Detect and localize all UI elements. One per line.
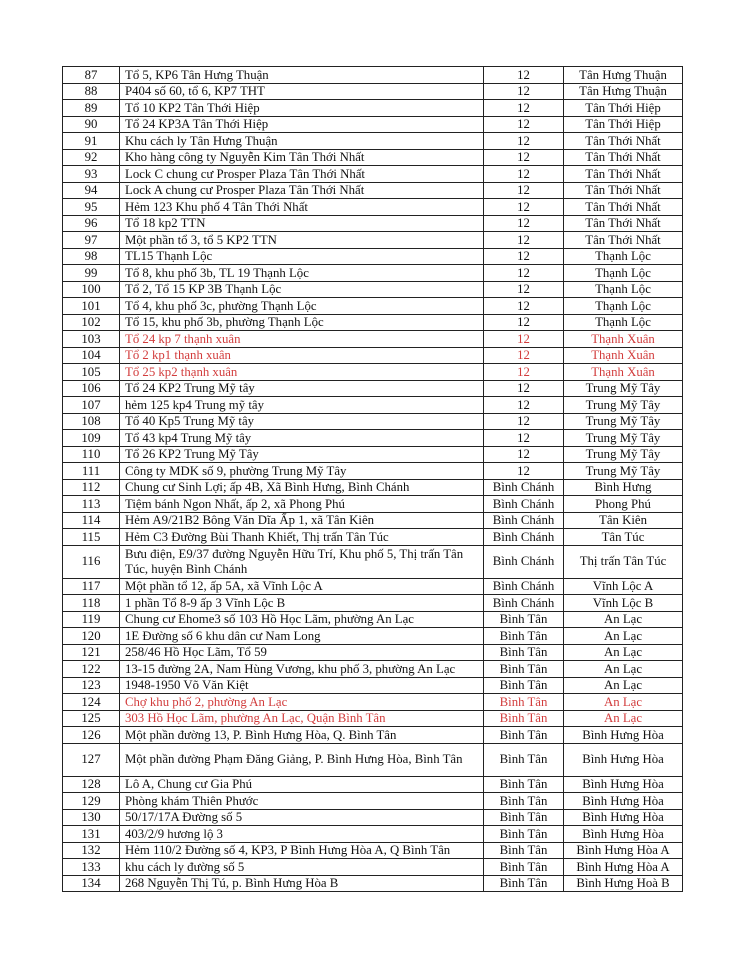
ward-cell: Tân Kiên bbox=[564, 512, 683, 529]
district-cell: 12 bbox=[484, 430, 564, 447]
address-cell: khu cách ly đường số 5 bbox=[120, 859, 484, 876]
table-row bbox=[63, 314, 683, 331]
address-cell: Tổ 15, khu phố 3b, phường Thạnh Lộc bbox=[120, 314, 484, 331]
row-number-cell: 109 bbox=[63, 430, 120, 447]
table-row bbox=[63, 446, 683, 463]
row-number-cell: 110 bbox=[63, 446, 120, 463]
address-cell: Tổ 4, khu phố 3c, phường Thạnh Lộc bbox=[120, 298, 484, 315]
address-cell: P404 số 60, tổ 6, KP7 THT bbox=[120, 83, 484, 100]
district-cell: 12 bbox=[484, 182, 564, 199]
row-number-cell: 112 bbox=[63, 479, 120, 496]
district-cell: Bình Tân bbox=[484, 776, 564, 793]
ward-cell: Bình Hưng Hòa bbox=[564, 826, 683, 843]
district-cell: Bình Tân bbox=[484, 611, 564, 628]
row-number-cell: 113 bbox=[63, 496, 120, 513]
ward-cell: Thạnh Xuân bbox=[564, 364, 683, 381]
row-number-cell: 120 bbox=[63, 628, 120, 645]
row-number-cell: 96 bbox=[63, 215, 120, 232]
table-row bbox=[63, 199, 683, 216]
ward-cell: Thạnh Lộc bbox=[564, 314, 683, 331]
row-number-cell: 90 bbox=[63, 116, 120, 133]
row-number-cell: 115 bbox=[63, 529, 120, 546]
table-row bbox=[63, 875, 683, 892]
district-cell: 12 bbox=[484, 215, 564, 232]
row-number-cell: 107 bbox=[63, 397, 120, 414]
row-number-cell: 92 bbox=[63, 149, 120, 166]
row-number-cell: 97 bbox=[63, 232, 120, 249]
ward-cell: Tân Thới Nhất bbox=[564, 199, 683, 216]
table-row bbox=[63, 859, 683, 876]
ward-cell: Tân Thới Nhất bbox=[564, 215, 683, 232]
address-cell: 1 phần Tổ 8-9 ấp 3 Vĩnh Lộc B bbox=[120, 595, 484, 612]
row-number-cell: 88 bbox=[63, 83, 120, 100]
row-number-cell: 130 bbox=[63, 809, 120, 826]
address-cell: 403/2/9 hương lộ 3 bbox=[120, 826, 484, 843]
ward-cell: Vĩnh Lộc A bbox=[564, 578, 683, 595]
district-cell: 12 bbox=[484, 331, 564, 348]
district-cell: 12 bbox=[484, 199, 564, 216]
table-row bbox=[63, 595, 683, 612]
ward-cell: Trung Mỹ Tây bbox=[564, 380, 683, 397]
address-cell: Tổ 43 kp4 Trung Mỹ tây bbox=[120, 430, 484, 447]
district-cell: 12 bbox=[484, 380, 564, 397]
ward-cell: Tân Túc bbox=[564, 529, 683, 546]
table-row bbox=[63, 133, 683, 150]
address-cell: Lock A chung cư Prosper Plaza Tân Thới Nhất bbox=[120, 182, 484, 199]
district-cell: 12 bbox=[484, 446, 564, 463]
address-cell: Tổ 8, khu phố 3b, TL 19 Thạnh Lộc bbox=[120, 265, 484, 282]
table-row bbox=[63, 743, 683, 776]
table-row bbox=[63, 826, 683, 843]
district-cell: Bình Chánh bbox=[484, 479, 564, 496]
ward-cell: Bình Hưng Hòa bbox=[564, 727, 683, 744]
district-cell: 12 bbox=[484, 149, 564, 166]
district-cell: Bình Tân bbox=[484, 859, 564, 876]
district-cell: 12 bbox=[484, 413, 564, 430]
table-row bbox=[63, 661, 683, 678]
row-number-cell: 102 bbox=[63, 314, 120, 331]
district-cell: Bình Chánh bbox=[484, 545, 564, 578]
row-number-cell: 105 bbox=[63, 364, 120, 381]
ward-cell: Bình Hưng Hoà B bbox=[564, 875, 683, 892]
row-number-cell: 129 bbox=[63, 793, 120, 810]
district-cell: 12 bbox=[484, 100, 564, 117]
address-cell: 50/17/17A Đường số 5 bbox=[120, 809, 484, 826]
ward-cell: Bình Hưng Hòa bbox=[564, 793, 683, 810]
row-number-cell: 118 bbox=[63, 595, 120, 612]
district-cell: Bình Tân bbox=[484, 661, 564, 678]
address-cell: 1E Đường số 6 khu dân cư Nam Long bbox=[120, 628, 484, 645]
table-row bbox=[63, 380, 683, 397]
district-cell: 12 bbox=[484, 364, 564, 381]
ward-cell: Tân Thới Hiệp bbox=[564, 100, 683, 117]
row-number-cell: 126 bbox=[63, 727, 120, 744]
row-number-cell: 101 bbox=[63, 298, 120, 315]
address-cell: 268 Nguyễn Thị Tú, p. Bình Hưng Hòa B bbox=[120, 875, 484, 892]
table-row bbox=[63, 793, 683, 810]
row-number-cell: 119 bbox=[63, 611, 120, 628]
ward-cell: An Lạc bbox=[564, 694, 683, 711]
ward-cell: Trung Mỹ Tây bbox=[564, 430, 683, 447]
ward-cell: An Lạc bbox=[564, 611, 683, 628]
address-cell: Một phần tổ 3, tổ 5 KP2 TTN bbox=[120, 232, 484, 249]
address-cell: Chợ khu phố 2, phường An Lạc bbox=[120, 694, 484, 711]
address-cell: hẻm 125 kp4 Trung mỹ tây bbox=[120, 397, 484, 414]
district-cell: 12 bbox=[484, 347, 564, 364]
table-row bbox=[63, 529, 683, 546]
row-number-cell: 133 bbox=[63, 859, 120, 876]
district-cell: 12 bbox=[484, 463, 564, 480]
table-row bbox=[63, 628, 683, 645]
address-cell: Hẻm C3 Đường Bùi Thanh Khiết, Thị trấn Tân Túc bbox=[120, 529, 484, 546]
ward-cell: Thạnh Lộc bbox=[564, 248, 683, 265]
table-row bbox=[63, 166, 683, 183]
ward-cell: Trung Mỹ Tây bbox=[564, 397, 683, 414]
address-cell: 1948-1950 Võ Văn Kiệt bbox=[120, 677, 484, 694]
address-cell: 303 Hồ Học Lãm, phường An Lạc, Quận Bình Tân bbox=[120, 710, 484, 727]
ward-cell: Bình Hưng Hòa A bbox=[564, 859, 683, 876]
row-number-cell: 131 bbox=[63, 826, 120, 843]
address-cell: Tiệm bánh Ngon Nhất, ấp 2, xã Phong Phú bbox=[120, 496, 484, 513]
table-row bbox=[63, 496, 683, 513]
district-cell: Bình Tân bbox=[484, 677, 564, 694]
ward-cell: Tân Thới Nhất bbox=[564, 182, 683, 199]
lockdown-areas-table bbox=[62, 66, 683, 892]
address-cell: Tổ 25 kp2 thạnh xuân bbox=[120, 364, 484, 381]
row-number-cell: 106 bbox=[63, 380, 120, 397]
address-cell: Khu cách ly Tân Hưng Thuận bbox=[120, 133, 484, 150]
ward-cell: Bình Hưng Hòa bbox=[564, 743, 683, 776]
ward-cell: Thạnh Xuân bbox=[564, 331, 683, 348]
address-cell: 258/46 Hồ Học Lãm, Tổ 59 bbox=[120, 644, 484, 661]
address-cell: TL15 Thạnh Lộc bbox=[120, 248, 484, 265]
address-cell: Tổ 24 KP3A Tân Thới Hiệp bbox=[120, 116, 484, 133]
address-cell: Bưu điện, E9/37 đường Nguyễn Hữu Trí, Khu phố 5, Thị trấn Tân Túc, huyện Bình Chánh bbox=[120, 545, 484, 578]
address-cell: Hẻm 123 Khu phố 4 Tân Thới Nhất bbox=[120, 199, 484, 216]
ward-cell: Bình Hưng bbox=[564, 479, 683, 496]
district-cell: Bình Tân bbox=[484, 628, 564, 645]
district-cell: Bình Chánh bbox=[484, 512, 564, 529]
table-row bbox=[63, 413, 683, 430]
table-row bbox=[63, 265, 683, 282]
ward-cell: An Lạc bbox=[564, 710, 683, 727]
address-cell: Lô A, Chung cư Gia Phú bbox=[120, 776, 484, 793]
district-cell: 12 bbox=[484, 314, 564, 331]
address-cell: 13-15 đường 2A, Nam Hùng Vương, khu phố 3, phường An Lạc bbox=[120, 661, 484, 678]
ward-cell: Thạnh Lộc bbox=[564, 265, 683, 282]
ward-cell: Trung Mỹ Tây bbox=[564, 413, 683, 430]
table-row bbox=[63, 116, 683, 133]
row-number-cell: 87 bbox=[63, 67, 120, 84]
row-number-cell: 98 bbox=[63, 248, 120, 265]
row-number-cell: 117 bbox=[63, 578, 120, 595]
row-number-cell: 95 bbox=[63, 199, 120, 216]
ward-cell: An Lạc bbox=[564, 661, 683, 678]
row-number-cell: 124 bbox=[63, 694, 120, 711]
row-number-cell: 127 bbox=[63, 743, 120, 776]
row-number-cell: 114 bbox=[63, 512, 120, 529]
district-cell: 12 bbox=[484, 298, 564, 315]
address-cell: Hẻm 110/2 Đường số 4, KP3, P Bình Hưng Hòa A, Q Bình Tân bbox=[120, 842, 484, 859]
table-row bbox=[63, 215, 683, 232]
table-row bbox=[63, 694, 683, 711]
address-cell: Một phần đường 13, P. Bình Hưng Hòa, Q. Bình Tân bbox=[120, 727, 484, 744]
table-row bbox=[63, 67, 683, 84]
row-number-cell: 122 bbox=[63, 661, 120, 678]
row-number-cell: 116 bbox=[63, 545, 120, 578]
table-row bbox=[63, 677, 683, 694]
district-cell: Bình Tân bbox=[484, 710, 564, 727]
address-cell: Hẻm A9/21B2 Bông Văn Dĩa Ấp 1, xã Tân Kiên bbox=[120, 512, 484, 529]
row-number-cell: 111 bbox=[63, 463, 120, 480]
district-cell: Bình Tân bbox=[484, 644, 564, 661]
table-row bbox=[63, 776, 683, 793]
district-cell: 12 bbox=[484, 67, 564, 84]
address-cell: Chung cư Ehome3 số 103 Hồ Học Lãm, phường An Lạc bbox=[120, 611, 484, 628]
address-cell: Tổ 5, KP6 Tân Hưng Thuận bbox=[120, 67, 484, 84]
ward-cell: Trung Mỹ Tây bbox=[564, 463, 683, 480]
ward-cell: Bình Hưng Hòa bbox=[564, 776, 683, 793]
district-cell: 12 bbox=[484, 83, 564, 100]
address-cell: Tổ 2 kp1 thạnh xuân bbox=[120, 347, 484, 364]
district-cell: Bình Tân bbox=[484, 793, 564, 810]
row-number-cell: 104 bbox=[63, 347, 120, 364]
row-number-cell: 128 bbox=[63, 776, 120, 793]
address-cell: Lock C chung cư Prosper Plaza Tân Thới Nhất bbox=[120, 166, 484, 183]
table-row bbox=[63, 149, 683, 166]
table-row bbox=[63, 232, 683, 249]
district-cell: Bình Tân bbox=[484, 826, 564, 843]
row-number-cell: 103 bbox=[63, 331, 120, 348]
ward-cell: Tân Thới Nhất bbox=[564, 133, 683, 150]
ward-cell: Thị trấn Tân Túc bbox=[564, 545, 683, 578]
district-cell: Bình Tân bbox=[484, 694, 564, 711]
ward-cell: Thạnh Lộc bbox=[564, 281, 683, 298]
table-row bbox=[63, 545, 683, 578]
district-cell: 12 bbox=[484, 232, 564, 249]
district-cell: 12 bbox=[484, 248, 564, 265]
ward-cell: Bình Hưng Hòa bbox=[564, 809, 683, 826]
ward-cell: Bình Hưng Hòa A bbox=[564, 842, 683, 859]
address-cell: Tổ 18 kp2 TTN bbox=[120, 215, 484, 232]
table-row bbox=[63, 182, 683, 199]
ward-cell: Tân Thới Nhất bbox=[564, 149, 683, 166]
row-number-cell: 100 bbox=[63, 281, 120, 298]
row-number-cell: 93 bbox=[63, 166, 120, 183]
district-cell: Bình Chánh bbox=[484, 595, 564, 612]
row-number-cell: 94 bbox=[63, 182, 120, 199]
row-number-cell: 134 bbox=[63, 875, 120, 892]
table-row bbox=[63, 430, 683, 447]
district-cell: 12 bbox=[484, 166, 564, 183]
row-number-cell: 121 bbox=[63, 644, 120, 661]
district-cell: 12 bbox=[484, 116, 564, 133]
district-cell: Bình Chánh bbox=[484, 578, 564, 595]
ward-cell: An Lạc bbox=[564, 628, 683, 645]
address-cell: Tổ 2, Tổ 15 KP 3B Thạnh Lộc bbox=[120, 281, 484, 298]
table-row bbox=[63, 397, 683, 414]
table-row bbox=[63, 83, 683, 100]
address-cell: Một phần tổ 12, ấp 5A, xã Vĩnh Lộc A bbox=[120, 578, 484, 595]
district-cell: Bình Chánh bbox=[484, 529, 564, 546]
address-cell: Kho hàng công ty Nguyễn Kim Tân Thới Nhất bbox=[120, 149, 484, 166]
address-cell: Công ty MDK số 9, phường Trung Mỹ Tây bbox=[120, 463, 484, 480]
row-number-cell: 89 bbox=[63, 100, 120, 117]
ward-cell: Trung Mỹ Tây bbox=[564, 446, 683, 463]
district-cell: Bình Tân bbox=[484, 875, 564, 892]
district-cell: Bình Tân bbox=[484, 809, 564, 826]
table-row bbox=[63, 479, 683, 496]
ward-cell: Tân Thới Nhất bbox=[564, 232, 683, 249]
district-cell: Bình Tân bbox=[484, 743, 564, 776]
table-row bbox=[63, 331, 683, 348]
district-cell: Bình Tân bbox=[484, 727, 564, 744]
table-row bbox=[63, 281, 683, 298]
ward-cell: Vĩnh Lộc B bbox=[564, 595, 683, 612]
table-row bbox=[63, 842, 683, 859]
row-number-cell: 123 bbox=[63, 677, 120, 694]
address-cell: Phòng khám Thiên Phước bbox=[120, 793, 484, 810]
ward-cell: Phong Phú bbox=[564, 496, 683, 513]
address-cell: Tổ 24 KP2 Trung Mỹ tây bbox=[120, 380, 484, 397]
district-cell: 12 bbox=[484, 265, 564, 282]
table-row bbox=[63, 644, 683, 661]
table-row bbox=[63, 347, 683, 364]
district-cell: 12 bbox=[484, 133, 564, 150]
table-row bbox=[63, 364, 683, 381]
ward-cell: Thạnh Xuân bbox=[564, 347, 683, 364]
ward-cell: Tân Hưng Thuận bbox=[564, 83, 683, 100]
row-number-cell: 132 bbox=[63, 842, 120, 859]
address-cell: Tổ 40 Kp5 Trung Mỹ tây bbox=[120, 413, 484, 430]
district-cell: 12 bbox=[484, 397, 564, 414]
table-row bbox=[63, 248, 683, 265]
district-cell: Bình Tân bbox=[484, 842, 564, 859]
ward-cell: An Lạc bbox=[564, 677, 683, 694]
table-row bbox=[63, 809, 683, 826]
table-row bbox=[63, 611, 683, 628]
district-cell: Bình Chánh bbox=[484, 496, 564, 513]
table-row bbox=[63, 710, 683, 727]
table-row bbox=[63, 578, 683, 595]
row-number-cell: 125 bbox=[63, 710, 120, 727]
address-cell: Tổ 10 KP2 Tân Thới Hiệp bbox=[120, 100, 484, 117]
ward-cell: Tân Thới Nhất bbox=[564, 166, 683, 183]
table-row bbox=[63, 727, 683, 744]
table-row bbox=[63, 512, 683, 529]
address-cell: Tổ 26 KP2 Trung Mỹ Tây bbox=[120, 446, 484, 463]
row-number-cell: 99 bbox=[63, 265, 120, 282]
address-cell: Chung cư Sinh Lợi; ấp 4B, Xã Bình Hưng, Bình Chánh bbox=[120, 479, 484, 496]
ward-cell: Thạnh Lộc bbox=[564, 298, 683, 315]
ward-cell: Tân Thới Hiệp bbox=[564, 116, 683, 133]
ward-cell: Tân Hưng Thuận bbox=[564, 67, 683, 84]
table-row bbox=[63, 298, 683, 315]
district-cell: 12 bbox=[484, 281, 564, 298]
ward-cell: An Lạc bbox=[564, 644, 683, 661]
table-row bbox=[63, 463, 683, 480]
address-cell: Tổ 24 kp 7 thạnh xuân bbox=[120, 331, 484, 348]
address-cell: Một phần đường Phạm Đăng Giảng, P. Bình Hưng Hòa, Bình Tân bbox=[120, 743, 484, 776]
row-number-cell: 91 bbox=[63, 133, 120, 150]
table-row bbox=[63, 100, 683, 117]
row-number-cell: 108 bbox=[63, 413, 120, 430]
